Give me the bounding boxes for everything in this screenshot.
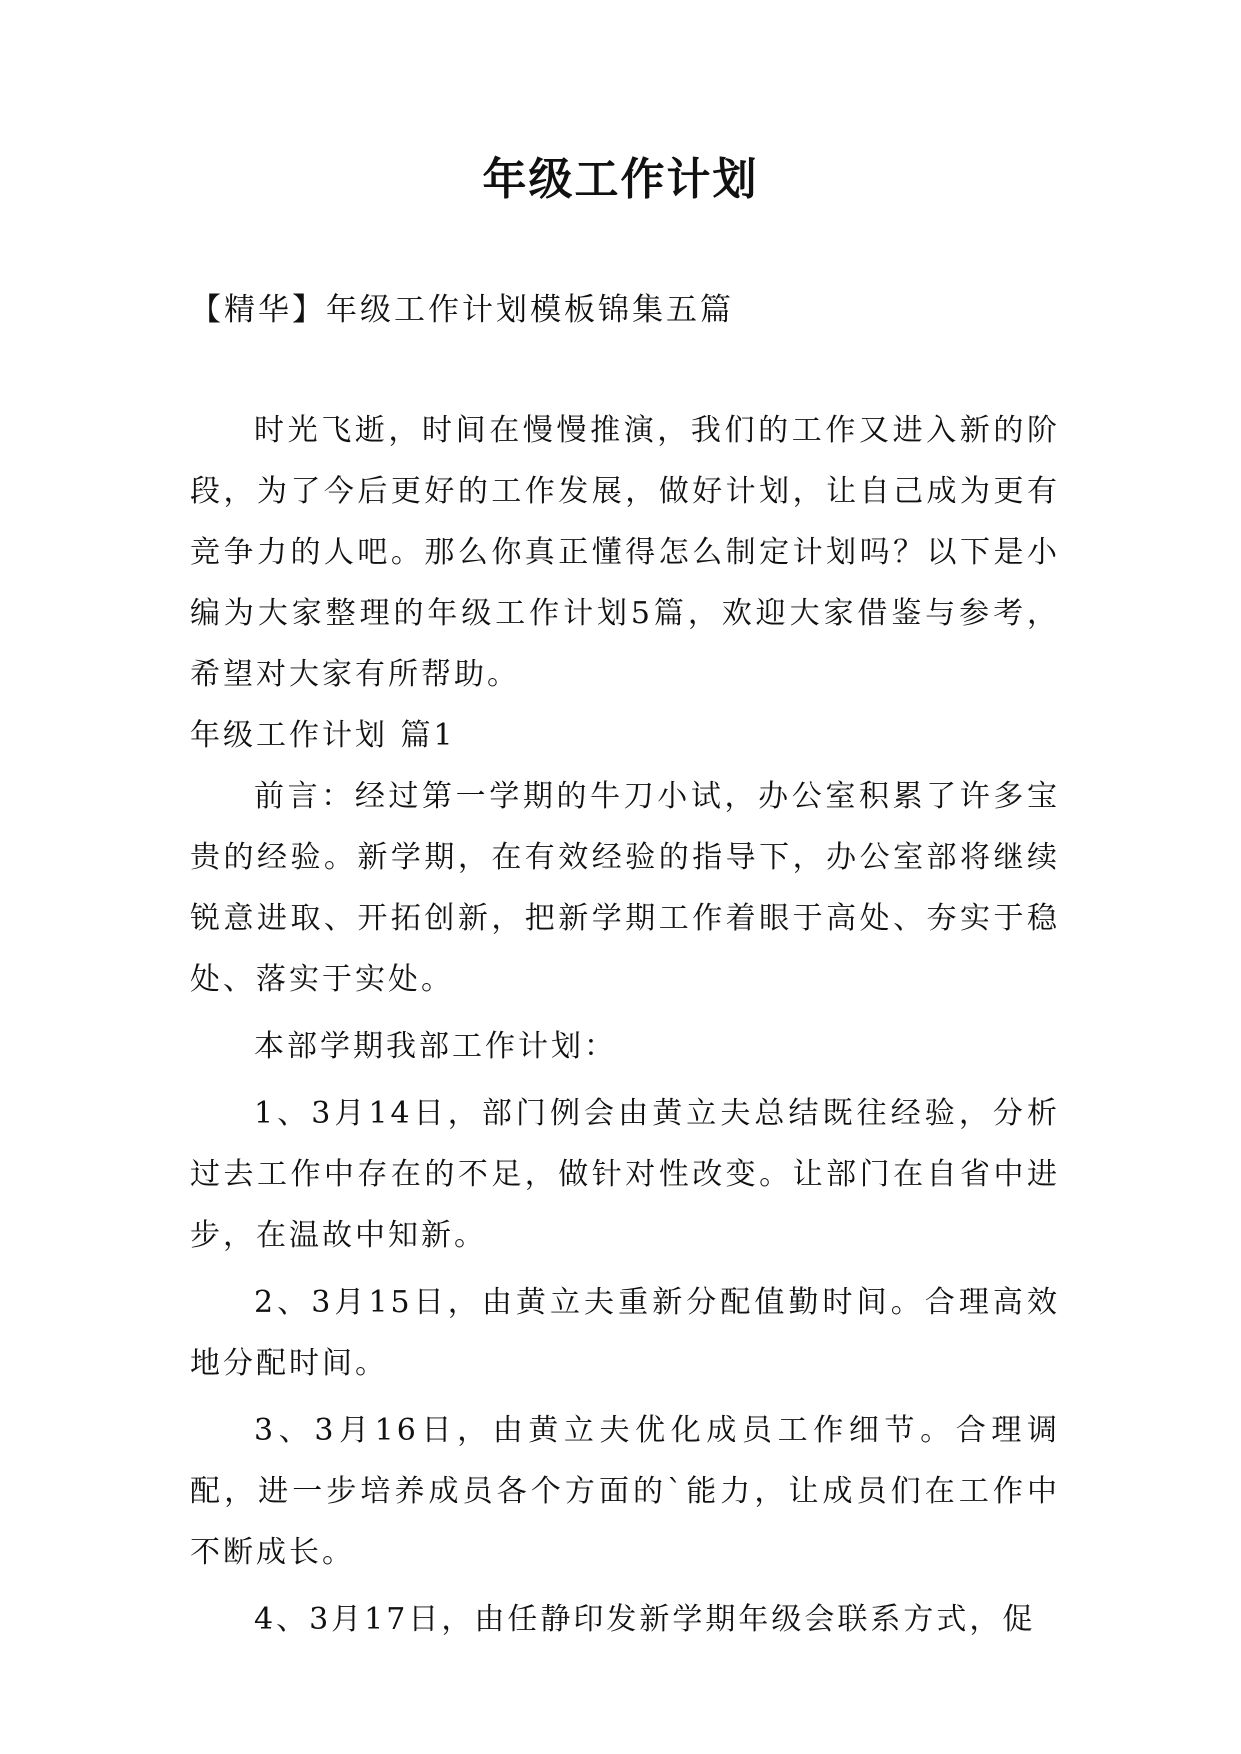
plan-item: 3、3月16日，由黄立夫优化成员工作细节。合理调配，进一步培养成员各个方面的`能力，让成员们在工作中不断成长。 xyxy=(190,1413,1060,1570)
page-title: 年级工作计划 xyxy=(482,154,759,205)
plan-item: 1、3月14日，部门例会由黄立夫总结既往经验，分析过去工作中存在的不足，做针对性改变。让部门在自省中进步，在温故中知新。 xyxy=(190,1096,1060,1253)
plan-intro-paragraph: 本部学期我部工作计划： xyxy=(254,1029,617,1064)
section-heading: 年级工作计划 篇1 xyxy=(190,718,456,753)
preface-paragraph: 前言：经过第一学期的牛刀小试，办公室积累了许多宝贵的经验。新学期，在有效经验的指导下，办公室部将继续锐意进取、开拓创新，把新学期工作着眼于高处、夯实于稳处、落实于实处。 xyxy=(190,779,1060,997)
document-subtitle: 【精华】年级工作计划模板锦集五篇 xyxy=(190,292,734,328)
plan-item: 4、3月17日，由任静印发新学期年级会联系方式，促 xyxy=(254,1602,1036,1637)
intro-paragraph: 时光飞逝，时间在慢慢推演，我们的工作又进入新的阶段，为了今后更好的工作发展，做好计划，让自己成为更有竞争力的人吧。那么你真正懂得怎么制定计划吗？以下是小编为大家整理的年级工作计划5篇，欢迎大家借鉴与参考，希望对大家有所帮助。 xyxy=(190,413,1060,692)
plan-item: 2、3月15日，由黄立夫重新分配值勤时间。合理高效地分配时间。 xyxy=(190,1285,1060,1381)
document-body xyxy=(190,400,1060,1650)
